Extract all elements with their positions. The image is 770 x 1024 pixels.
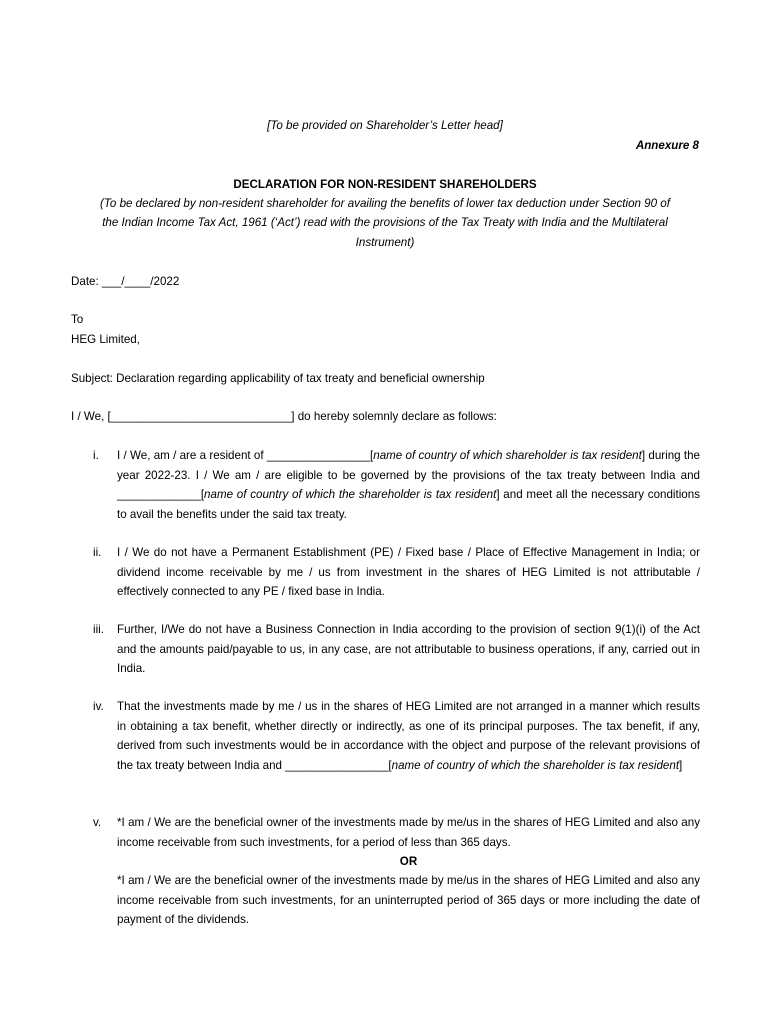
- item-text-italic: name of country of which the shareholder is tax resident: [204, 488, 497, 502]
- item-text: ] and meet all the necessary conditions to avail the benefits under the said tax treaty.: [117, 488, 700, 521]
- item-number: ii.: [93, 546, 102, 559]
- item-text: I / We, am / are a resident of ________________[: [117, 449, 374, 462]
- item-text-italic: name of country of which shareholder is tax resident: [373, 449, 642, 462]
- or-separator: OR: [399, 855, 418, 868]
- item-text: That the investments made by me / us in the shares of HEG Limited are not arranged in a manner which results in obtaining a tax benefit, whether directly or indirectly, as one of its principal purposes. The tax benefit, if any, derived from such investments would be in accordance with the object and purpose of the relevant provisions of the tax treaty between India and ________________[: [117, 700, 700, 772]
- date-line: Date: ___/____/2022: [71, 275, 180, 288]
- subtitle-line-1: (To be declared by non-resident shareholder for availing the benefits of lower tax deduction under Section 90 of: [100, 197, 670, 210]
- declaration-item-v-option-b: *I am / We are the beneficial owner of the investments made by me/us in the shares of HEG Limited and also any income receivable from such investments, for an uninterrupted period of 365 days or more including the date of payment of the dividends.: [117, 874, 700, 927]
- annexure-label: Annexure 8: [635, 139, 699, 152]
- declaration-item-v-option-a: *I am / We are the beneficial owner of the investments made by me/us in the shares of HEG Limited and also any income receivable from such investments, for a period of less than 365 days.: [117, 816, 700, 849]
- item-number: iv.: [93, 700, 104, 713]
- subtitle-line-3: Instrument): [355, 236, 415, 249]
- item-text: ]: [679, 758, 683, 772]
- declaration-item-iv: [117, 697, 700, 775]
- declaration-item-i: [117, 446, 700, 524]
- item-number: v.: [93, 816, 102, 829]
- item-number: i.: [93, 449, 99, 462]
- document-title: DECLARATION FOR NON-RESIDENT SHAREHOLDERS: [233, 178, 537, 191]
- item-number: iii.: [93, 623, 104, 636]
- addressee-to: To: [71, 313, 84, 326]
- subtitle-line-2: the Indian Income Tax Act, 1961 (‘Act’) read with the provisions of the Tax Treaty with India and the Multilateral: [102, 216, 668, 229]
- subject-line: Subject: Declaration regarding applicability of tax treaty and beneficial ownership: [71, 372, 485, 385]
- letterhead-note: [To be provided on Shareholder’s Letter head]: [267, 119, 503, 132]
- addressee-company: HEG Limited,: [71, 333, 140, 346]
- item-text-italic: name of country of which the shareholder is tax resident: [391, 758, 680, 772]
- declaration-item-ii: [117, 543, 700, 602]
- item-text: ] during the year 2022-23. I / We am / are eligible to be governed by the provisions of the tax treaty between India and _____________[: [117, 449, 700, 502]
- item-text: I / We do not have a Permanent Establishment (PE) / Fixed base / Place of Effective Management in India; or dividend income receivable by me / us from investment in the shares of HEG Limited is not attributable / effectively connected to any PE / fixed base in India.: [117, 546, 700, 599]
- declaration-item-iii: [117, 620, 700, 679]
- item-text: Further, I/We do not have a Business Connection in India according to the provision of section 9(1)(i) of the Act and the amounts paid/payable to us, in any case, are not attributable to business operations, if any, carried out in India.: [117, 623, 700, 676]
- intro-line: I / We, [____________________________] do hereby solemnly declare as follows:: [71, 410, 497, 423]
